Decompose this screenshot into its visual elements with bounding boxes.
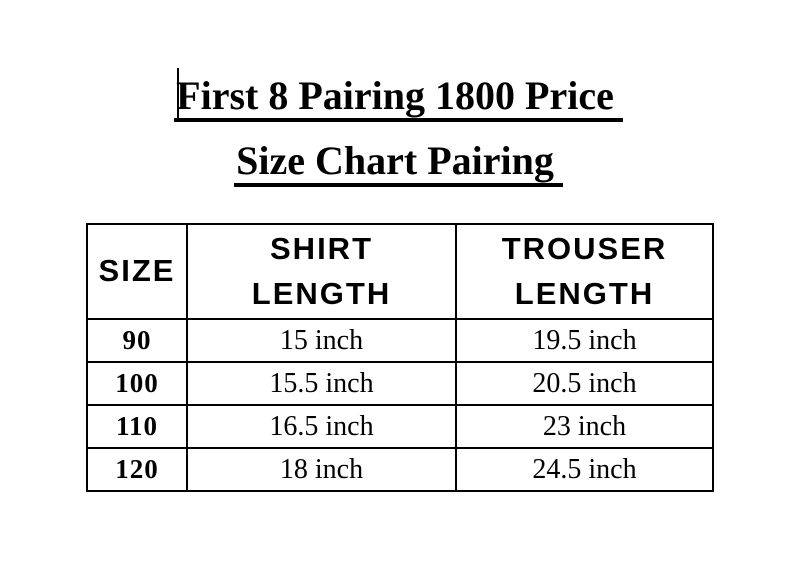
cell-shirt-length: 18 inch [187, 448, 456, 491]
cell-shirt-length: 16.5 inch [187, 405, 456, 448]
column-header-trouser-length [456, 224, 713, 319]
document-title-text: First 8 Pairing 1800 Price [174, 76, 623, 122]
size-chart-table [86, 223, 714, 492]
document-title [0, 72, 797, 122]
cell-trouser-length: 19.5 inch [456, 319, 713, 362]
table-row [87, 448, 713, 491]
cell-trouser-length: 23 inch [456, 405, 713, 448]
cell-size: 90 [87, 319, 187, 362]
cell-size: 110 [87, 405, 187, 448]
column-header-size-label: SIZE [98, 253, 176, 289]
table-row [87, 362, 713, 405]
column-header-shirt-length [187, 224, 456, 319]
table-row [87, 405, 713, 448]
cell-trouser-length: 24.5 inch [456, 448, 713, 491]
cell-shirt-length: 15 inch [187, 319, 456, 362]
column-header-trouser-length-line2: LENGTH [514, 275, 655, 311]
cell-size: 100 [87, 362, 187, 405]
column-header-shirt-length-line1: SHIRT [270, 231, 373, 267]
cell-trouser-length: 20.5 inch [456, 362, 713, 405]
cell-size: 120 [87, 448, 187, 491]
document-subtitle [0, 137, 797, 187]
column-header-size [87, 224, 187, 319]
column-header-shirt-length-line2: LENGTH [251, 275, 392, 311]
cell-shirt-length: 15.5 inch [187, 362, 456, 405]
column-header-trouser-length-line1: TROUSER [501, 231, 668, 267]
document-subtitle-text: Size Chart Pairing [234, 141, 563, 187]
table-row [87, 319, 713, 362]
table-header-row [87, 224, 713, 319]
